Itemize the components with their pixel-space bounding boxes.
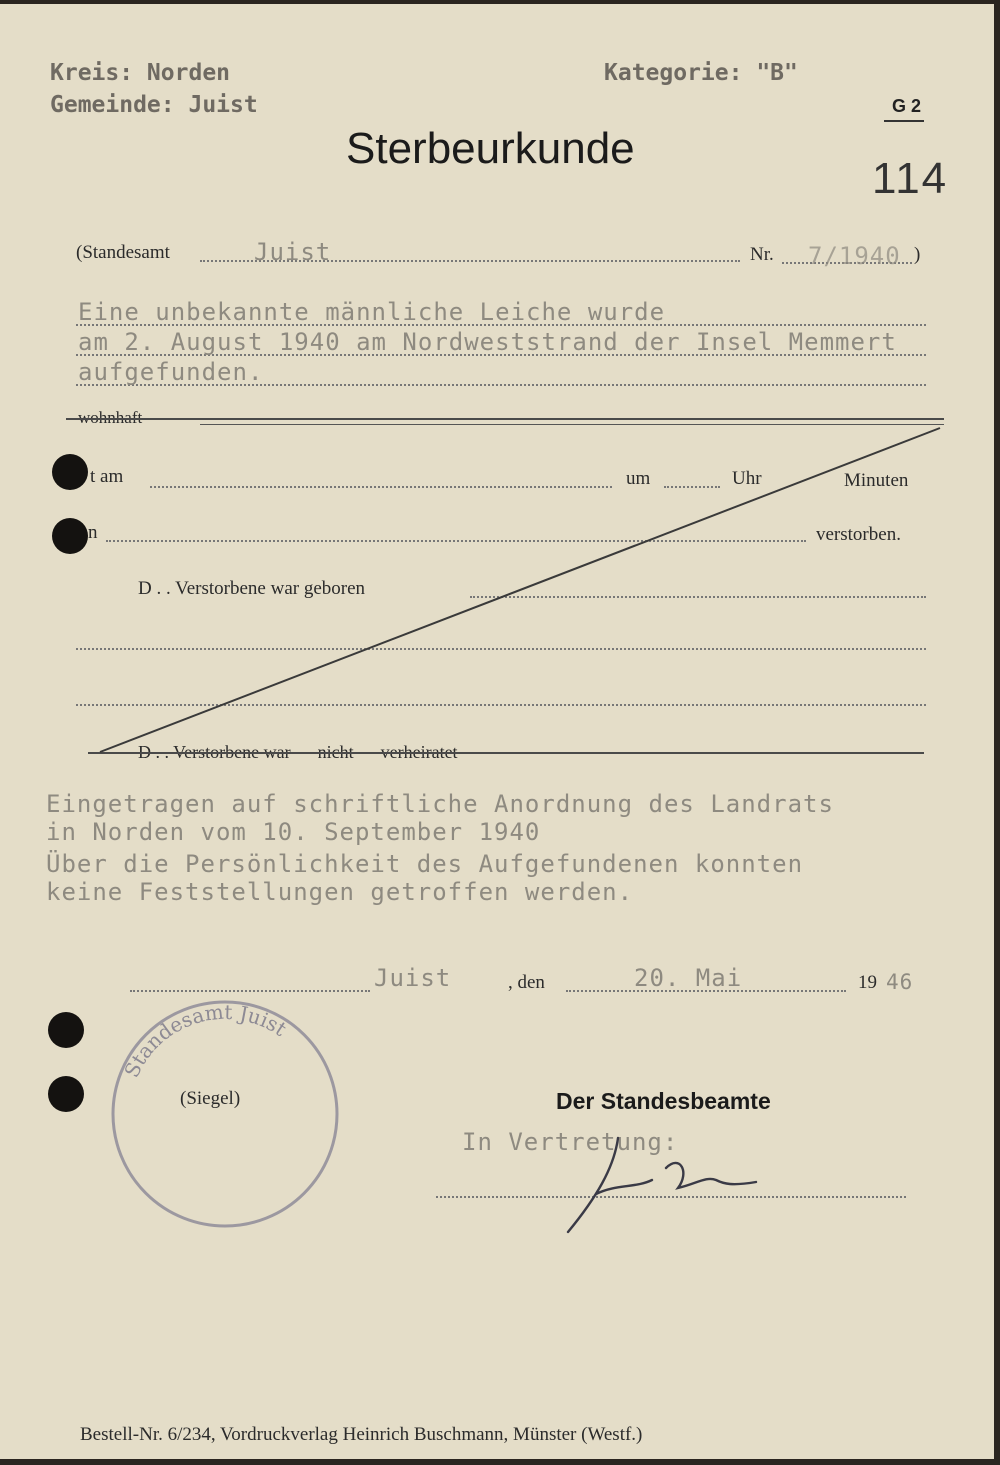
- verheiratet-label: D . . Verstorbene war — nicht — verheiratet: [138, 742, 458, 762]
- punch-hole: [48, 1076, 84, 1112]
- issue-date: 20. Mai: [634, 964, 743, 992]
- body-text-line: Eine unbekannte männliche Leiche wurde: [78, 298, 666, 326]
- official-seal-stamp: [100, 994, 350, 1234]
- death-certificate-sheet: [0, 4, 994, 1459]
- den-label: , den: [508, 972, 545, 993]
- dotted-line: [130, 990, 370, 992]
- form-code: G 2: [892, 96, 922, 116]
- verstorben-label: verstorben.: [816, 524, 901, 545]
- kreis-label: Kreis: Norden: [50, 60, 231, 86]
- kategorie-label: Kategorie: "B": [604, 60, 798, 86]
- document-title: Sterbeurkunde: [346, 124, 635, 173]
- nr-label: Nr.: [750, 244, 774, 265]
- signature-title: Der Standesbeamte: [556, 1088, 771, 1114]
- standesamt-value: Juist: [254, 238, 332, 266]
- punch-hole: [48, 1012, 84, 1048]
- remark-line: Eingetragen auf schriftliche Anordnung des Landrats: [46, 790, 834, 818]
- geboren-label: D . . Verstorbene war geboren: [138, 578, 366, 599]
- ist-am-label: t am: [90, 466, 124, 487]
- footer-imprint: Bestell-Nr. 6/234, Vordruckverlag Heinrich Buschmann, Münster (Westf.): [80, 1424, 643, 1445]
- gemeinde-label: Gemeinde: Juist: [50, 92, 258, 118]
- wohnhaft-label: wohnhaft: [78, 408, 143, 427]
- body-text-line: am 2. August 1940 am Nordweststrand der Insel Memmert: [78, 328, 897, 356]
- nr-value: 7/1940: [808, 242, 901, 270]
- year-suffix: 46: [886, 970, 914, 994]
- in-label: n: [88, 522, 98, 543]
- standesamt-close: ): [914, 244, 921, 265]
- in-vertretung: In Vertretung:: [462, 1128, 679, 1156]
- issue-place: Juist: [374, 964, 452, 992]
- um-label: um: [626, 468, 651, 489]
- minuten-label: Minuten: [844, 470, 909, 491]
- uhr-label: Uhr: [732, 468, 762, 489]
- svg-text:Standesamt Juist: Standesamt Juist: [119, 999, 292, 1082]
- seal-label: (Siegel): [180, 1088, 241, 1109]
- handwritten-signature: [556, 1128, 776, 1238]
- remark-line: Über die Persönlichkeit des Aufgefundenen konnten: [46, 850, 804, 878]
- register-number: 114: [872, 154, 949, 203]
- remark-line: keine Feststellungen getroffen werden.: [46, 878, 634, 906]
- cancel-diagonal-line: [0, 4, 994, 804]
- body-text-line: aufgefunden.: [78, 358, 264, 386]
- standesamt-label: (Standesamt: [76, 242, 170, 263]
- remark-line: in Norden vom 10. September 1940: [46, 818, 541, 846]
- year-prefix: 19: [858, 972, 877, 993]
